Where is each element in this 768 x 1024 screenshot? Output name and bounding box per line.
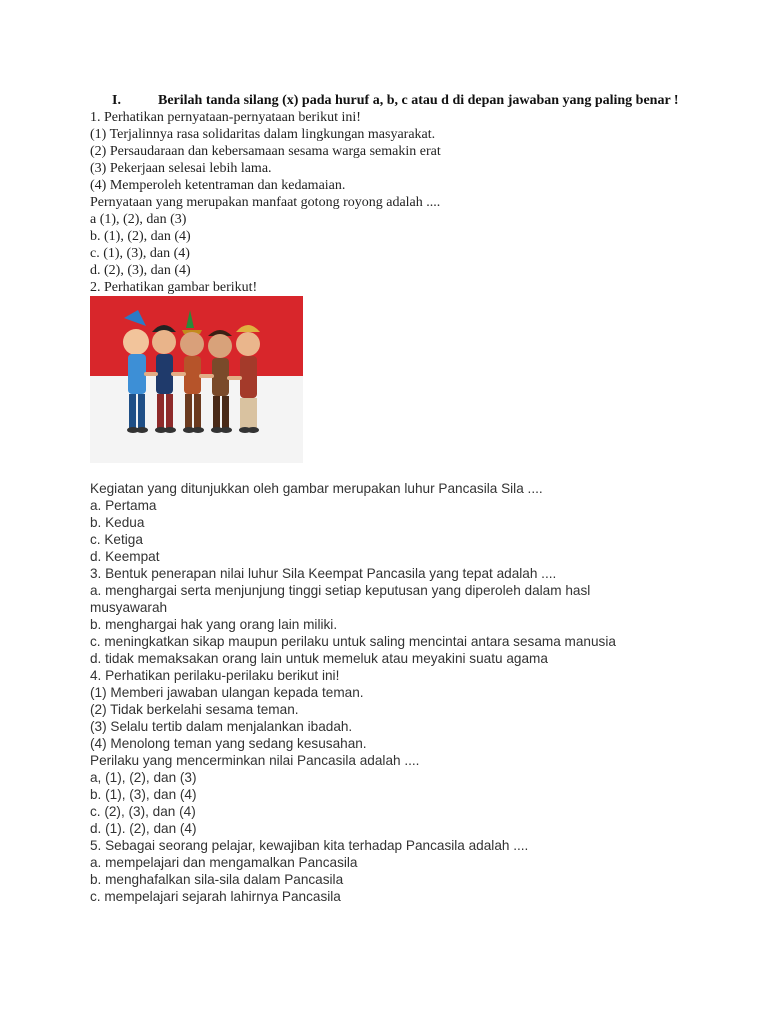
question-1-statement: (3) Pekerjaan selesai lebih lama. — [90, 161, 272, 176]
question-1-statement: (4) Memperoleh ketentraman dan kedamaian. — [90, 178, 346, 193]
question-1-option-c: c. (1), (3), dan (4) — [90, 246, 190, 261]
question-1-option-d: d. (2), (3), dan (4) — [90, 263, 191, 278]
question-4-option-b: b. (1), (3), dan (4) — [90, 787, 197, 802]
question-1-statement: (2) Persaudaraan dan kebersamaan sesama warga semakin erat — [90, 144, 441, 159]
question-1-statement: (1) Terjalinnya rasa solidaritas dalam lingkungan masyarakat. — [90, 127, 436, 142]
children-flag-svg — [90, 296, 303, 463]
question-3-option-a: a. menghargai serta menjunjung tinggi setiap keputusan yang diperoleh dalam hasl musyawarah — [90, 583, 591, 615]
question-1-option-b: b. (1), (2), dan (4) — [90, 229, 191, 244]
question-5 — [90, 837, 690, 905]
question-5-option-a: a. mempelajari dan mengamalkan Pancasila — [90, 855, 358, 870]
question-4-option-d: d. (1). (2), dan (4) — [90, 821, 197, 836]
question-5-option-b: b. menghafalkan sila-sila dalam Pancasila — [90, 872, 344, 887]
question-2-option-a: a. Pertama — [90, 498, 157, 513]
section-heading — [90, 92, 690, 109]
question-4-statement: (4) Menolong teman yang sedang kesusahan. — [90, 736, 367, 751]
question-2-option-b: b. Kedua — [90, 515, 145, 530]
question-4-statement: (1) Memberi jawaban ulangan kepada teman. — [90, 685, 364, 700]
children-flag-illustration — [90, 296, 303, 463]
question-5-stem: 5. Sebagai seorang pelajar, kewajiban kita terhadap Pancasila adalah .... — [90, 838, 529, 853]
question-1 — [90, 109, 690, 279]
question-4-prompt: Perilaku yang mencerminkan nilai Pancasila adalah .... — [90, 753, 420, 768]
question-3-option-d: d. tidak memaksakan orang lain untuk memeluk atau meyakini suatu agama — [90, 651, 548, 666]
question-2-stem: 2. Perhatikan gambar berikut! — [90, 280, 258, 295]
question-1-stem: 1. Perhatikan pernyataan-pernyataan berikut ini! — [90, 110, 361, 125]
section-number: I. — [112, 93, 121, 108]
question-3-stem: 3. Bentuk penerapan nilai luhur Sila Keempat Pancasila yang tepat adalah .... — [90, 566, 557, 581]
question-4-option-a: a, (1), (2), dan (3) — [90, 770, 197, 785]
question-5-option-c: c. mempelajari sejarah lahirnya Pancasila — [90, 889, 341, 904]
question-4-statement: (3) Selalu tertib dalam menjalankan ibadah. — [90, 719, 353, 734]
question-4-stem: 4. Perhatikan perilaku-perilaku berikut ini! — [90, 668, 340, 683]
question-1-prompt: Pernyataan yang merupakan manfaat gotong royong adalah .... — [90, 195, 441, 210]
question-3-option-c: c. meningkatkan sikap maupun perilaku untuk saling mencintai antara sesama manusia — [90, 634, 616, 649]
question-2 — [90, 279, 690, 565]
worksheet-page — [90, 92, 690, 905]
question-2-option-c: c. Ketiga — [90, 532, 143, 547]
question-3-option-b: b. menghargai hak yang orang lain miliki. — [90, 617, 338, 632]
section-instruction: Berilah tanda silang (x) pada huruf a, b, c atau d di depan jawaban yang paling benar ! — [158, 93, 679, 108]
question-2-option-d: d. Keempat — [90, 549, 160, 564]
question-4-option-c: c. (2), (3), dan (4) — [90, 804, 196, 819]
question-2-prompt: Kegiatan yang ditunjukkan oleh gambar merupakan luhur Pancasila Sila .... — [90, 481, 543, 496]
question-4-statement: (2) Tidak berkelahi sesama teman. — [90, 702, 299, 717]
question-1-option-a: a (1), (2), dan (3) — [90, 212, 187, 227]
question-4 — [90, 667, 690, 837]
question-3 — [90, 565, 690, 667]
